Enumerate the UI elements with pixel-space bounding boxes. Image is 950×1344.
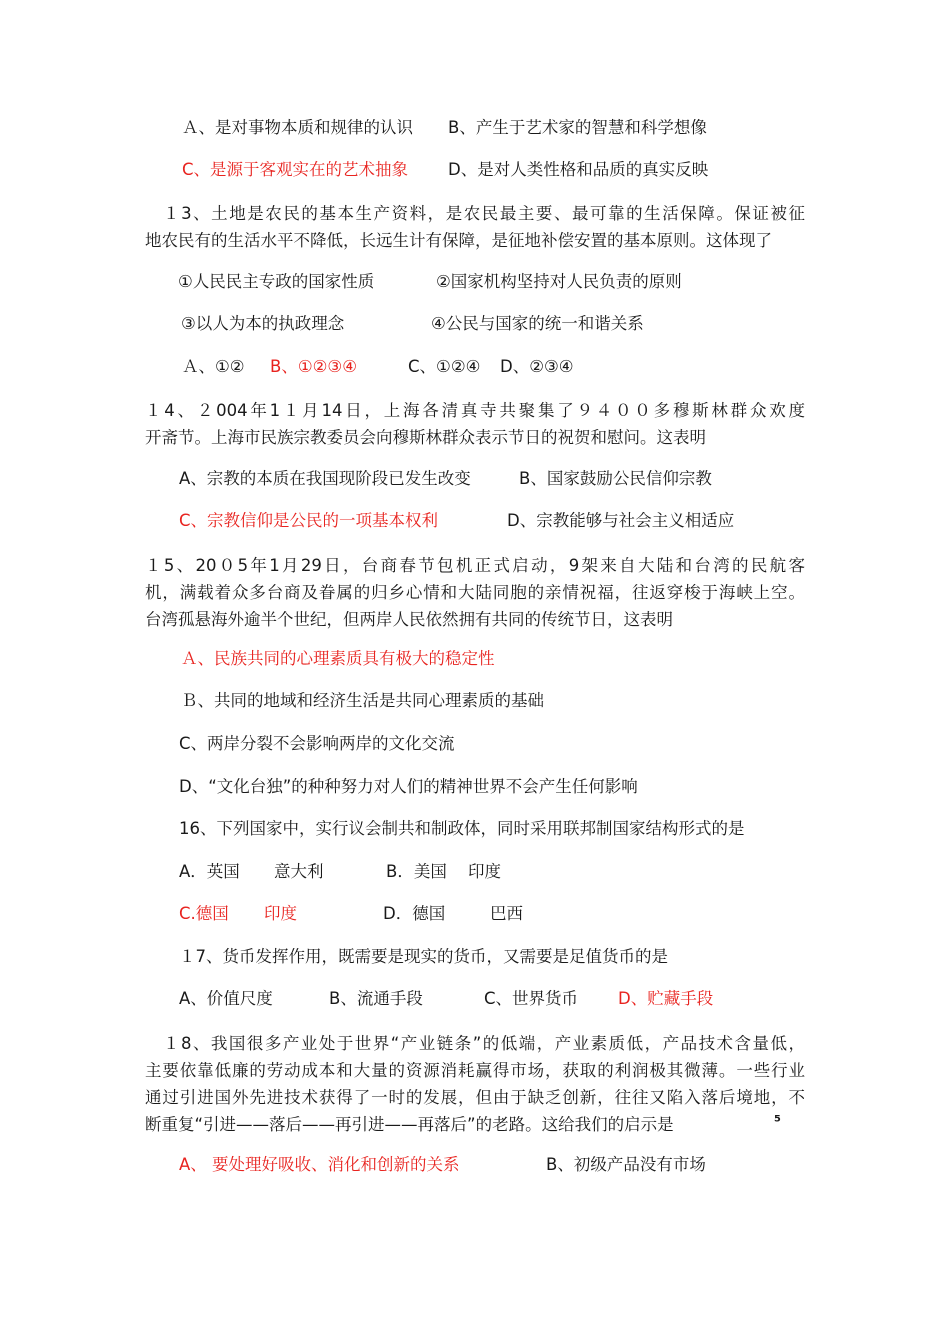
q15-stem	[145, 552, 805, 633]
q13-option-b-answer: B、①②③④	[270, 357, 357, 376]
q17-stem: １7、货币发挥作用，既需要是现实的货币，又需要是足值货币的是	[179, 947, 668, 966]
q14-option-d: D、宗教能够与社会主义相适应	[507, 511, 735, 530]
q16-stem: 16、下列国家中，实行议会制共和制政体，同时采用联邦制国家结构形式的是	[179, 819, 745, 838]
q13-stem-line: 地农民有的生活水平不降低，长远生计有保障，是征地补偿安置的基本原则。这体现了	[145, 231, 772, 250]
q13-item-1: ①人民民主专政的国家性质	[178, 272, 375, 291]
q18-option-a-answer: A、 要处理好吸收、消化和创新的关系	[179, 1155, 460, 1174]
q15-option-d: D、“文化台独”的种种努力对人们的精神世界不会产生任何影响	[179, 777, 638, 796]
q14-stem	[145, 397, 805, 451]
q14-option-c-answer: C、宗教信仰是公民的一项基本权利	[179, 511, 439, 530]
q12-option-b: B、产生于艺术家的智慧和科学想像	[448, 118, 707, 137]
q12-option-c-answer: C、是源于客观实在的艺术抽象	[182, 160, 409, 179]
q18-stem	[145, 1030, 805, 1138]
q13-option-a: Ａ、①②	[182, 357, 245, 376]
q15-option-a-answer: Ａ、民族共同的心理素质具有极大的稳定性	[181, 649, 495, 668]
q18-option-b: B、初级产品没有市场	[546, 1155, 706, 1174]
q15-stem-line: 机，满载着众多台商及眷属的归乡心情和大陆同胞的亲情祝福，往返穿梭于海峡上空。	[145, 583, 805, 602]
q18-stem-line: １8、我国很多产业处于世界“产业链条”的低端，产业素质低，产品技术含量低，	[145, 1034, 805, 1053]
q13-option-d: D、②③④	[500, 357, 574, 376]
q13-item-2: ②国家机构坚持对人民负责的原则	[436, 272, 682, 291]
q15-option-c: C、两岸分裂不会影响两岸的文化交流	[179, 734, 455, 753]
q16-option-c-answer-text: 印度	[264, 904, 297, 923]
q14-stem-line: １4、２004年1１月14日，上海各清真寺共聚集了９４００多穆斯林群众欢度	[145, 401, 805, 420]
q18-stem-line: 断重复“引进——落后——再引进——再落后”的老路。这给我们的启示是	[145, 1115, 674, 1134]
q16-option-a-label: A．英国	[179, 862, 240, 881]
q16-option-a-text: 意大利	[274, 862, 324, 881]
q15-stem-line: １5、20０5年1月29日，台商春节包机正式启动，9架来自大陆和台湾的民航客	[145, 556, 805, 575]
q13-stem-line: １3、土地是农民的基本生产资料，是农民最主要、最可靠的生活保障。保证被征	[145, 204, 805, 223]
q18-stem-line: 主要依靠低廉的劳动成本和大量的资源消耗赢得市场，获取的利润极其微薄。一些行业	[145, 1061, 805, 1080]
q13-option-c: C、①②④	[408, 357, 481, 376]
stray-mark: ⁵	[774, 1112, 782, 1131]
q14-option-b: B、国家鼓励公民信仰宗教	[519, 469, 712, 488]
q16-option-d-text: 巴西	[490, 904, 523, 923]
q12-option-d: D、是对人类性格和品质的真实反映	[448, 160, 709, 179]
q12-option-a: Ａ、是对事物本质和规律的认识	[182, 118, 413, 137]
q13-item-4: ④公民与国家的统一和谐关系	[431, 314, 644, 333]
q14-option-a: A、宗教的本质在我国现阶段已发生改变	[179, 469, 471, 488]
q15-option-b: Ｂ、共同的地域和经济生活是共同心理素质的基础	[181, 691, 544, 710]
q17-option-d-answer: D、贮藏手段	[618, 989, 714, 1008]
q16-option-b-text: 印度	[468, 862, 501, 881]
q16-option-c-answer-label: C.德国	[179, 904, 229, 923]
q15-stem-line: 台湾孤悬海外逾半个世纪，但两岸人民依然拥有共同的传统节日，这表明	[145, 610, 673, 629]
q18-stem-line: 通过引进国外先进技术获得了一时的发展，但由于缺乏创新，往往又陷入落后境地，不	[145, 1088, 805, 1107]
q17-option-b: B、流通手段	[329, 989, 423, 1008]
q13-item-3: ③以人为本的执政理念	[181, 314, 345, 333]
q14-stem-line: 开斋节。上海市民族宗教委员会向穆斯林群众表示节日的祝贺和慰问。这表明	[145, 428, 706, 447]
q13-stem	[145, 200, 805, 254]
q17-option-c: C、世界货币	[484, 989, 579, 1008]
q16-option-d-label: D．德国	[383, 904, 446, 923]
q16-option-b-label: B．美国	[386, 862, 447, 881]
q17-option-a: A、价值尺度	[179, 989, 273, 1008]
